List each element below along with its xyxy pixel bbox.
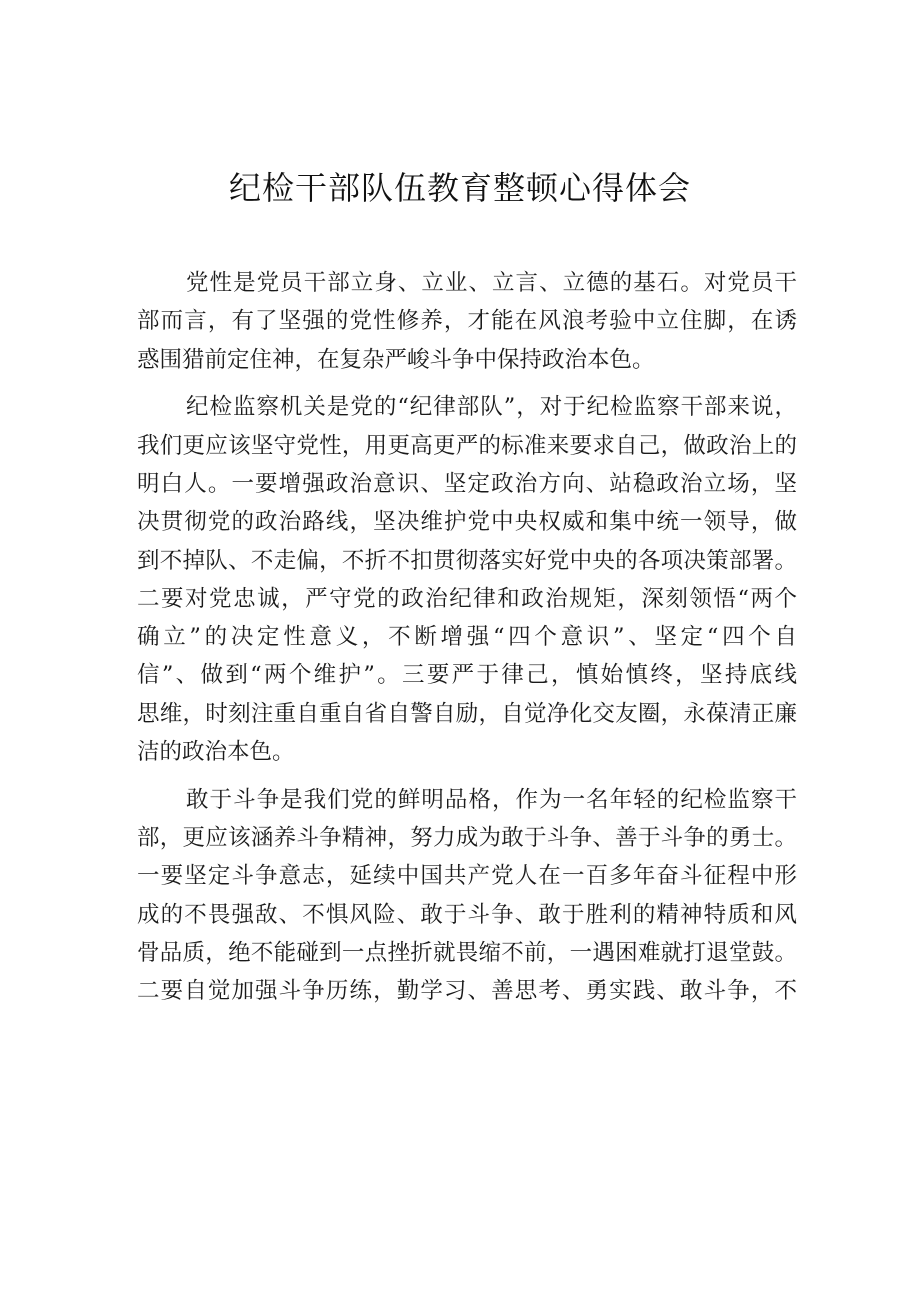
paragraph-line: 骨品质，绝不能碰到一点挫折就畏缩不前，一遇困难就打退堂鼓。 — [137, 940, 797, 967]
document-body — [137, 264, 797, 1020]
paragraph-line: 部，更应该涵养斗争精神，努力成为敢于斗争、善于斗争的勇士。 — [137, 825, 797, 852]
paragraph-line: 惑围猎前定住神，在复杂严峻斗争中保持政治本色。 — [137, 346, 655, 373]
paragraph-line: 成的不畏强敌、不惧风险、敢于斗争、敢于胜利的精神特质和风 — [137, 901, 797, 928]
paragraph-line: 部而言，有了坚强的党性修养，才能在风浪考验中立住脚，在诱 — [137, 308, 797, 335]
paragraph-line: 信”、做到“两个维护”。三要严于律己，慎始慎终，坚持底线 — [137, 662, 797, 689]
paragraph-line: 敢于斗争是我们党的鲜明品格，作为一名年轻的纪检监察干 — [186, 786, 797, 813]
paragraph-line: 确立”的决定性意义，不断增强“四个意识”、坚定“四个自 — [137, 624, 797, 651]
paragraph-1 — [137, 264, 797, 379]
paragraph-line: 思维，时刻注重自重自省自警自励，自觉净化交友圈，永葆清正廉 — [137, 700, 797, 727]
paragraph-line: 二要对党忠诚，严守党的政治纪律和政治规矩，深刻领悟“两个 — [137, 585, 797, 612]
paragraph-line: 明白人。一要增强政治意识、坚定政治方向、站稳政治立场，坚 — [137, 470, 797, 497]
paragraph-line: 二要自觉加强斗争历练，勤学习、善思考、勇实践、敢斗争，不 — [137, 978, 797, 1005]
paragraph-line: 一要坚定斗争意志，延续中国共产党人在一百多年奋斗征程中形 — [137, 863, 797, 890]
paragraph-line: 决贯彻党的政治路线，坚决维护党中央权威和集中统一领导，做 — [137, 509, 797, 536]
document-title: 纪检干部队伍教育整顿心得体会 — [228, 169, 691, 207]
paragraph-line: 纪检监察机关是党的“纪律部队”，对于纪检监察干部来说， — [186, 394, 797, 421]
paragraph-2 — [137, 388, 797, 771]
paragraph-line: 到不掉队、不走偏，不折不扣贯彻落实好党中央的各项决策部署。 — [137, 547, 797, 574]
paragraph-3 — [137, 781, 797, 1011]
paragraph-line: 洁的政治本色。 — [137, 739, 295, 766]
paragraph-line: 党性是党员干部立身、立业、立言、立德的基石。对党员干 — [186, 270, 797, 296]
paragraph-line: 我们更应该坚守党性，用更高更严的标准来要求自己，做政治上的 — [137, 432, 797, 459]
